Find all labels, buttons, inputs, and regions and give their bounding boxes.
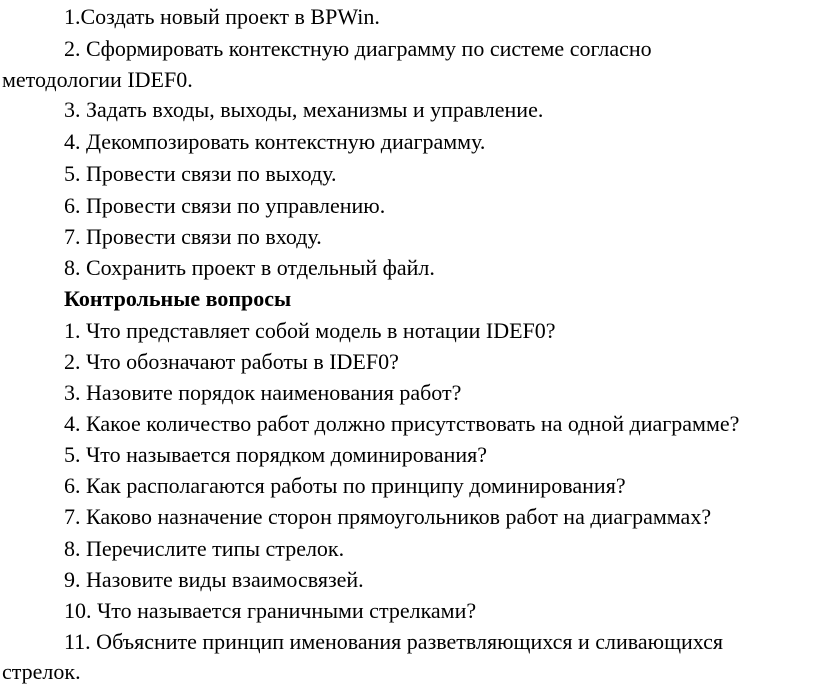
question-11-continuation: стрелок. xyxy=(2,659,81,684)
task-7: 7. Провести связи по входу. xyxy=(64,224,322,249)
question-2: 2. Что обозначают работы в IDEF0? xyxy=(64,349,399,374)
task-6: 6. Провести связи по управлению. xyxy=(64,193,386,218)
question-9: 9. Назовите виды взаимосвязей. xyxy=(64,567,364,592)
task-4: 4. Декомпозировать контекстную диаграмму. xyxy=(64,129,486,154)
question-5: 5. Что называется порядком доминирования? xyxy=(64,442,487,467)
question-11: 11. Объясните принцип именования разветвляющихся и сливающихся xyxy=(64,629,724,654)
question-1: 1. Что представляет собой модель в нотации IDEF0? xyxy=(64,318,556,343)
question-8: 8. Перечислите типы стрелок. xyxy=(64,536,345,561)
question-7: 7. Каково назначение сторон прямоугольников работ на диаграммах? xyxy=(64,504,712,529)
task-3: 3. Задать входы, выходы, механизмы и управление. xyxy=(64,97,544,122)
questions-heading: Контрольные вопросы xyxy=(64,286,292,311)
question-3: 3. Назовите порядок наименования работ? xyxy=(64,380,462,405)
task-8: 8. Сохранить проект в отдельный файл. xyxy=(64,255,435,280)
task-2: 2. Сформировать контекстную диаграмму по системе согласно xyxy=(64,36,652,61)
task-2-continuation: методологии IDEF0. xyxy=(2,67,193,92)
task-1: 1.Создать новый проект в BPWin. xyxy=(64,4,380,29)
question-6: 6. Как располагаются работы по принципу доминирования? xyxy=(64,473,626,498)
question-10: 10. Что называется граничными стрелками? xyxy=(64,598,477,623)
task-5: 5. Провести связи по выходу. xyxy=(64,161,337,186)
question-4: 4. Какое количество работ должно присутствовать на одной диаграмме? xyxy=(64,411,740,436)
